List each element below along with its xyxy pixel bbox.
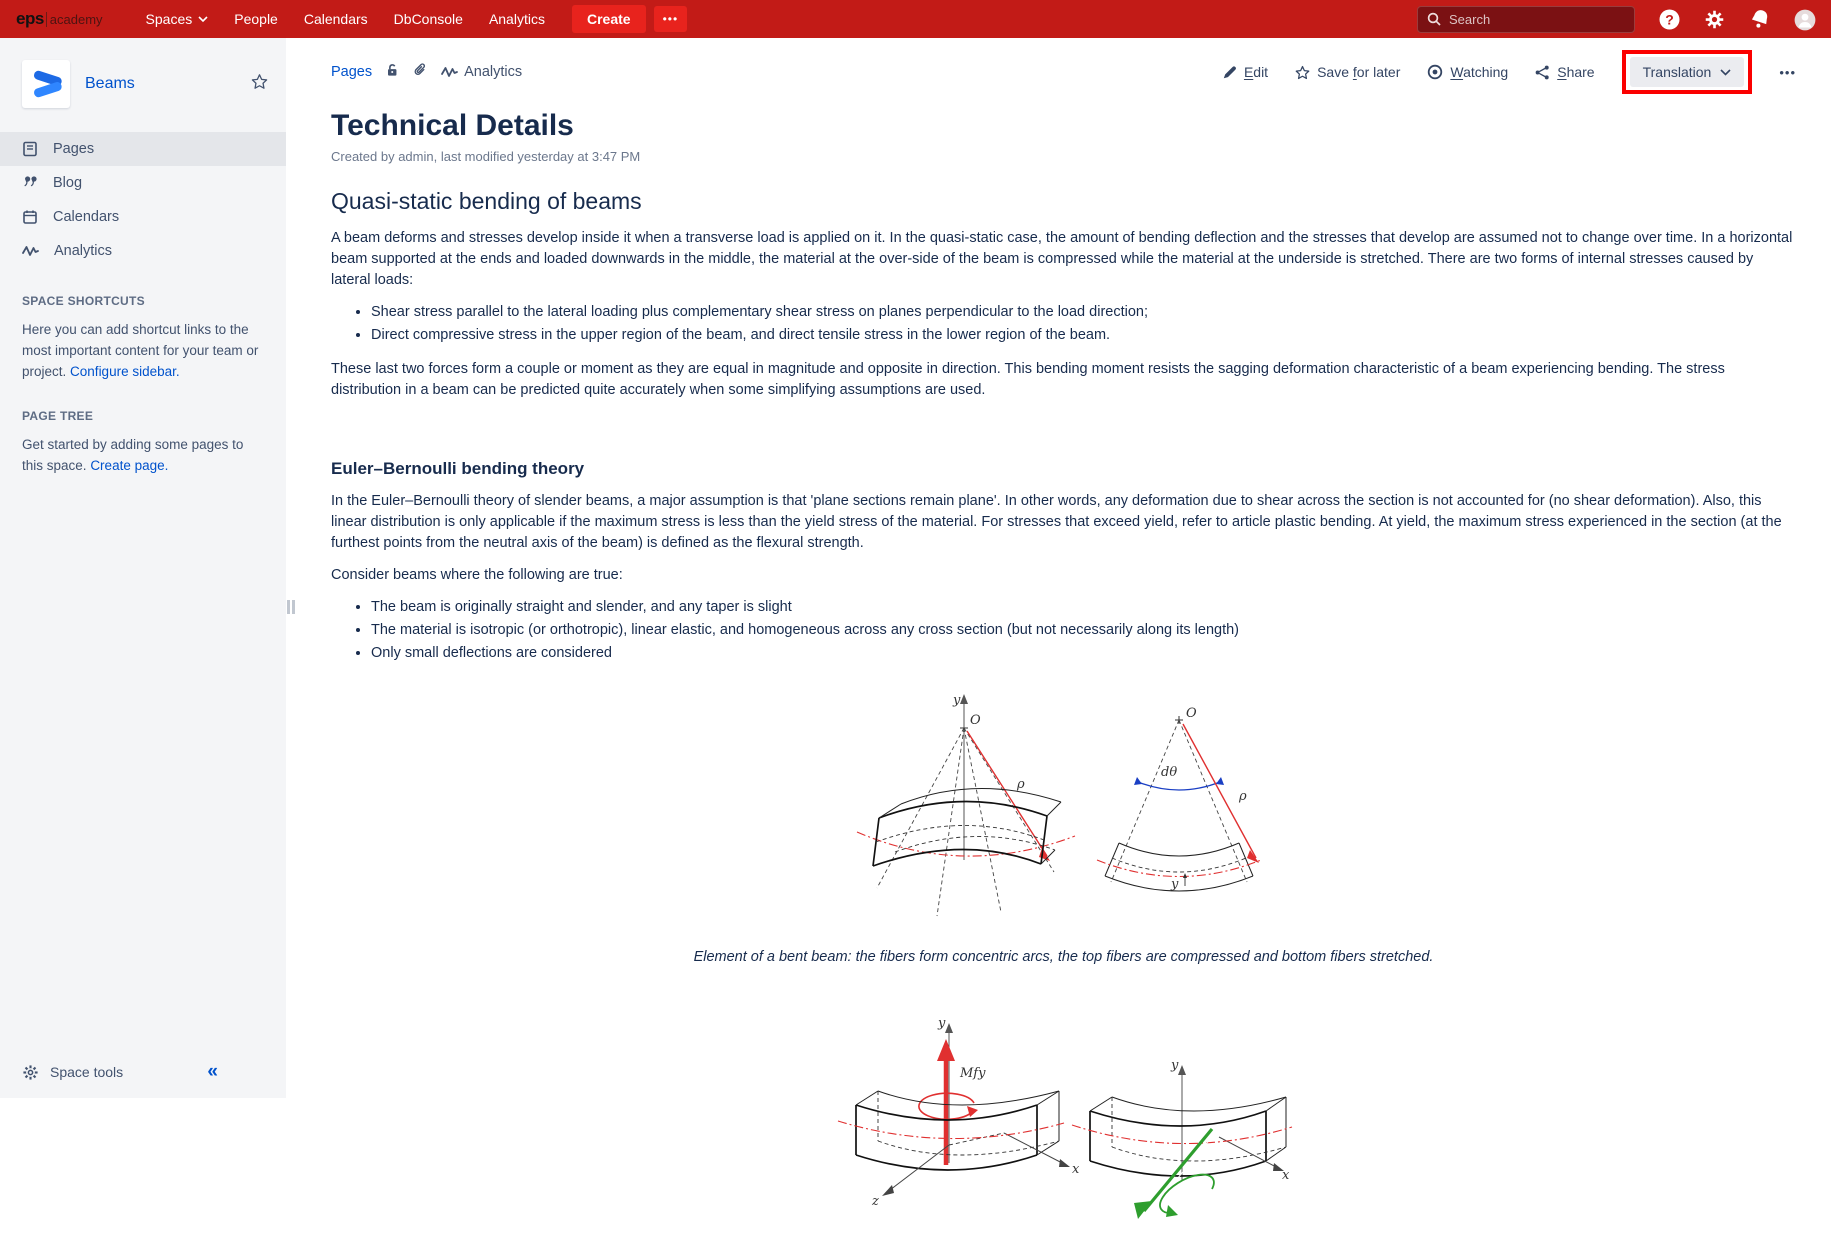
svg-text:y: y <box>937 1016 945 1032</box>
gear-icon[interactable] <box>1704 9 1725 30</box>
logo-text-suffix: academy <box>46 12 103 27</box>
space-shortcuts-text: Here you can add shortcut links to the most important content for your team or project. <box>22 322 259 379</box>
svg-text:y: y <box>1170 877 1178 893</box>
nav-analytics[interactable]: Analytics <box>488 11 545 27</box>
space-logo[interactable] <box>22 60 70 108</box>
sidebar-item-pages[interactable]: Pages <box>0 132 286 166</box>
create-page-link[interactable]: Create page. <box>90 457 169 473</box>
share-button[interactable]: Share <box>1535 64 1594 80</box>
blog-icon <box>22 175 38 191</box>
sidebar-item-blog[interactable]: Blog <box>0 166 286 200</box>
svg-text:ρ: ρ <box>1238 789 1247 805</box>
bullet-list <box>353 597 1796 664</box>
space-sidebar <box>0 38 286 1098</box>
section-heading-euler-bernoulli: Euler–Bernoulli bending theory <box>331 459 585 479</box>
pages-icon <box>22 141 38 157</box>
svg-text:dθ: dθ <box>1160 765 1177 781</box>
space-tools-label: Space tools <box>50 1064 124 1080</box>
sidebar-nav <box>0 132 286 268</box>
help-icon[interactable] <box>1659 9 1680 30</box>
space-tools-button[interactable] <box>22 1064 123 1081</box>
sidebar-item-calendars[interactable]: Calendars <box>0 200 286 234</box>
figure-bent-beam-element[interactable] <box>331 690 1796 965</box>
unlock-icon[interactable] <box>385 63 400 82</box>
analytics-icon <box>22 244 39 258</box>
space-shortcuts-section <box>0 268 286 383</box>
svg-text:x: x <box>1281 1168 1289 1184</box>
breadcrumb <box>331 63 522 82</box>
calendar-icon <box>22 209 38 225</box>
svg-text:z: z <box>871 1194 879 1210</box>
attachments-paperclip-icon[interactable] <box>413 63 428 82</box>
star-icon <box>1295 65 1310 80</box>
app-logo[interactable] <box>16 9 103 29</box>
list-item: • The beam is originally straight and slender, and any taper is slight <box>371 597 1796 618</box>
notification-bell-icon[interactable] <box>1749 9 1770 30</box>
page-tree-section <box>0 383 286 477</box>
breadcrumb-pages-link[interactable]: Pages <box>331 64 373 80</box>
svg-text:y: y <box>1170 1058 1178 1074</box>
paragraph: In the Euler–Bernoulli theory of slender beams, a major assumption is that 'plane sections remain plane'. In other words, any deformation due to shear across the section is not accounted for (no shear deformation). Also, this linear distribution is only applicable if the maximum stress is less than the yield stress of the material. For stresses that exceed yield, refer to article plastic bending. At yield, the maximum stress experienced in the section (at the furthest points from the neutral axis of the beam) is defined as the flexural strength. <box>331 493 1782 552</box>
page-tree-title: PAGE TREE <box>22 408 94 423</box>
page-content <box>286 38 1831 1210</box>
sidebar-item-analytics[interactable]: Analytics <box>0 234 286 268</box>
svg-text:x: x <box>1071 1162 1079 1178</box>
svg-text:Mfy: Mfy <box>959 1066 985 1082</box>
nav-spaces[interactable]: Spaces <box>133 11 222 27</box>
space-tools-gear-icon <box>22 1064 39 1081</box>
user-avatar[interactable] <box>1794 9 1815 30</box>
byline: Created by admin, last modified yesterday at 3:47 PM <box>331 149 641 164</box>
paragraph: These last two forces form a couple or moment as they are equal in magnitude and opposite in direction. This bending moment resists the sagging deformation characteristic of a beam experiencing bending. The stress distribution in a beam can be predicted quite accurately when some simplifying assumptions are used. <box>331 361 1725 399</box>
configure-sidebar-link[interactable]: Configure sidebar. <box>70 363 180 379</box>
section-heading-quasi-static: Quasi-static bending of beams <box>331 188 642 214</box>
list-item: • Shear stress parallel to the lateral loading plus complementary shear stress on planes perpendicular to the load direction; <box>371 302 1796 323</box>
edit-button[interactable]: Edit <box>1223 64 1268 80</box>
analytics-pulse-icon <box>441 65 458 79</box>
list-item: • Only small deflections are considered <box>371 643 1796 664</box>
favorite-star-icon[interactable] <box>251 73 268 95</box>
navbar-more-button[interactable]: ••• <box>654 6 688 32</box>
nav-people[interactable]: People <box>234 11 278 27</box>
space-name-link[interactable]: Beams <box>85 75 135 92</box>
page-more-button[interactable]: ••• <box>1779 64 1796 80</box>
top-navbar <box>0 0 1831 38</box>
sidebar-collapse-button[interactable]: « <box>207 1061 218 1082</box>
svg-text:O: O <box>969 713 981 729</box>
svg-text:?: ? <box>1665 11 1674 27</box>
translation-button[interactable]: Translation <box>1630 57 1745 87</box>
chevron-down-icon <box>198 16 208 23</box>
create-button[interactable]: Create <box>572 5 646 33</box>
chevron-down-icon <box>1720 69 1731 76</box>
pencil-icon <box>1223 65 1237 79</box>
breadcrumb-analytics-link[interactable]: Analytics <box>441 64 522 80</box>
paragraph: Consider beams where the following are true: <box>331 567 623 584</box>
logo-text-bold: eps <box>16 9 44 28</box>
save-for-later-button[interactable]: Save for later <box>1295 64 1400 80</box>
eye-icon <box>1427 64 1443 80</box>
page-title: Technical Details <box>331 109 574 142</box>
search-input[interactable] <box>1449 12 1619 27</box>
search-box[interactable] <box>1417 6 1635 33</box>
list-item: • Direct compressive stress in the upper region of the beam, and direct tensile stress in the lower region of the beam. <box>371 325 1796 346</box>
nav-calendars[interactable]: Calendars <box>303 11 368 27</box>
nav-dbconsole[interactable]: DbConsole <box>393 11 463 27</box>
page-tree-text: Get started by adding some pages to this space. <box>22 436 244 473</box>
bullet-list <box>353 302 1796 346</box>
confluence-logo-icon <box>27 65 65 103</box>
bending-moment-diagram-image <box>834 1013 1294 1243</box>
page-actions <box>1223 50 1796 94</box>
figure-caption: Element of a bent beam: the fibers form concentric arcs, the top fibers are compressed and bottom fibers stretched. <box>693 949 1434 966</box>
figure-bending-moments[interactable] <box>331 1013 1796 1210</box>
search-icon <box>1427 12 1441 26</box>
svg-text:O: O <box>1185 706 1197 722</box>
translation-highlight-box <box>1622 50 1753 94</box>
bent-beam-diagram-image <box>849 690 1279 938</box>
space-shortcuts-title: SPACE SHORTCUTS <box>22 294 145 308</box>
paragraph: A beam deforms and stresses develop inside it when a transverse load is applied on it. In the quasi-static case, the amount of bending deflection and the stresses that develop are assumed not to change over time. In a horizontal beam supported at the ends and loaded downwards in the middle, the material at the over-side of the beam is compressed while the material at the underside is stretched. There are two forms of internal stresses caused by lateral loads: <box>331 230 1793 289</box>
svg-text:ρ: ρ <box>1016 777 1025 793</box>
watching-button[interactable]: Watching <box>1427 64 1508 80</box>
svg-text:y: y <box>952 693 960 709</box>
list-item: • The material is isotropic (or orthotropic), linear elastic, and homogeneous across any cross section (but not necessarily along its length) <box>371 620 1796 641</box>
share-icon <box>1535 65 1550 80</box>
